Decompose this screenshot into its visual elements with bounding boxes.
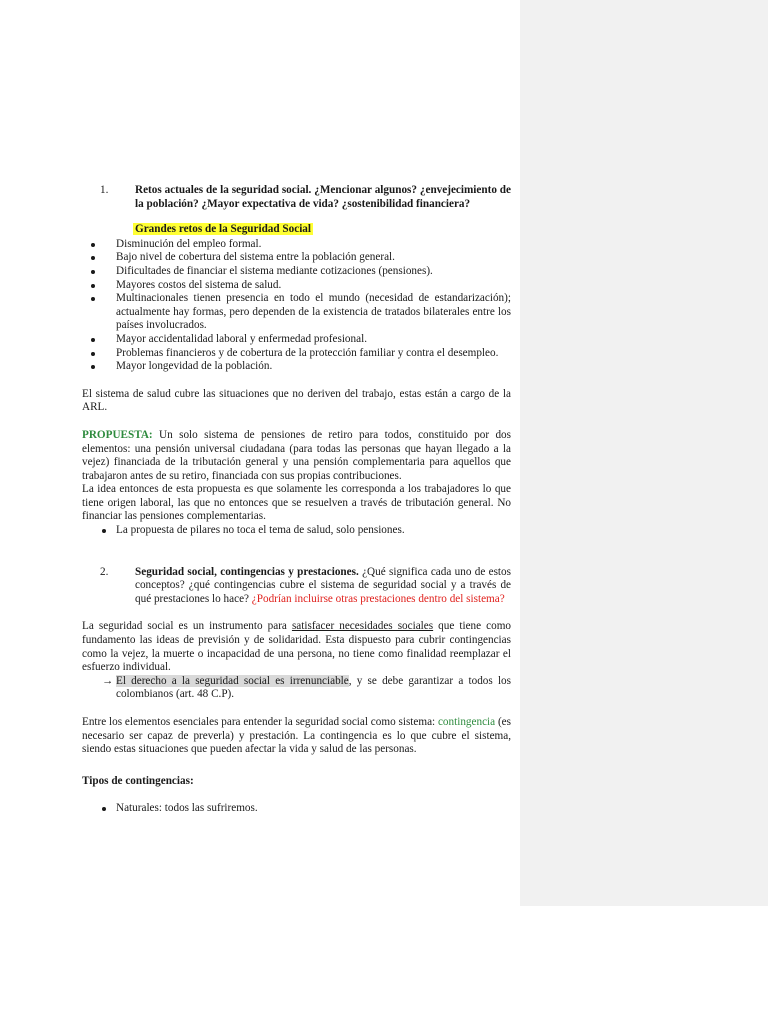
propuesta-text: Un solo sistema de pensiones de retiro para todos, constituido por dos elementos: una pensión universal ciudadana (para todas las personas que hayan llegado a la vejez) financiada de la tributación general y una pensión complementaria para aquellos que trabajaron antes de su retiro, financiada con sus propias contribuciones. [82, 428, 511, 482]
propuesta-list [82, 524, 511, 538]
list-item: Mayor accidentalidad laboral y enfermedad profesional. [82, 333, 511, 347]
question-1 [82, 184, 511, 211]
list-item: Bajo nivel de cobertura del sistema entre la población general. [82, 251, 511, 265]
question-2 [82, 566, 511, 607]
highlighted-heading: Grandes retos de la Seguridad Social [135, 223, 312, 236]
elementos-pre: Entre los elementos esenciales para entender la seguridad social como sistema: [82, 716, 438, 728]
arrow-item [82, 675, 511, 702]
idea-paragraph: La idea entonces de esta propuesta es que solamente les corresponda a los trabajadores lo que tiene origen laboral, las que no entonces que se resuelven a través de tributación general. No financiar las pensiones complementarias. [82, 483, 511, 523]
grandes-retos-heading [133, 223, 511, 237]
retos-list [82, 238, 511, 374]
seguridad-post: que tiene como fundamento las ideas de previsión y de solidaridad. Esta dispuesto para cubrir contingencias como la vejez, la muerte o incapacidad de una persona, no tiene como finalidad reemplazar el esfuerzo individual. [82, 620, 512, 674]
list-item: La propuesta de pilares no toca el tema de salud, solo pensiones. [82, 524, 511, 538]
document-body [82, 184, 511, 816]
highlighted-text: El derecho a la seguridad social es irrenunciable [116, 674, 349, 687]
tipos-heading: Tipos de contingencias: [82, 774, 194, 787]
seguridad-paragraph [82, 620, 511, 674]
list-item: Problemas financieros y de cobertura de la protección familiar y contra el desempleo. [82, 347, 511, 361]
tipos-list [82, 802, 511, 816]
list-item: Multinacionales tienen presencia en todo el mundo (necesidad de estandarización); actualmente hay formas, pero dependen de la existencia de tratados bilaterales entre los países involucrados. [82, 292, 511, 333]
arrow-item-rest: , y se debe garantizar a todos los colombianos (art. 48 C.P). [116, 674, 511, 701]
comment-pane [520, 0, 768, 906]
question-2-text [135, 566, 511, 607]
seguridad-underlined: satisfacer necesidades sociales [291, 620, 434, 633]
seguridad-pre: La seguridad social es un instrumento para [82, 620, 292, 633]
list-item: Mayores costos del sistema de salud. [82, 279, 511, 293]
list-item: Mayor longevidad de la población. [82, 360, 511, 374]
question-1-text: Retos actuales de la seguridad social. ¿Mencionar algunos? ¿envejecimiento de la población? ¿Mayor expectativa de vida? ¿sostenibilidad financiera? [135, 184, 511, 210]
salud-paragraph: El sistema de salud cubre las situaciones que no deriven del trabajo, estas están a cargo de la ARL. [82, 387, 511, 414]
arrow-icon: → [102, 674, 114, 687]
question-2-body: ¿Qué significa cada uno de estos conceptos? ¿qué contingencias cubre el sistema de seguridad social y a través de qué prestaciones lo hace? [135, 565, 511, 605]
contingencia-term: contingencia [437, 716, 496, 728]
list-item: Dificultades de financiar el sistema mediante cotizaciones (pensiones). [82, 265, 511, 279]
list-item: Disminución del empleo formal. [82, 238, 511, 252]
list-number: 2. [100, 565, 109, 578]
question-2-bold: Seguridad social, contingencias y prestaciones. [135, 565, 359, 578]
list-item: Naturales: todos las sufriremos. [82, 802, 511, 816]
elementos-post: (es necesario ser capaz de preverla) y prestación. La contingencia es lo que cubre el sistema, siendo estas situaciones que pueden afectar la vida y salud de las personas. [82, 716, 511, 756]
arrow-item-text [116, 675, 511, 702]
propuesta-label: PROPUESTA: [82, 428, 153, 441]
question-2-red: ¿Podrían incluirse otras prestaciones dentro del sistema? [251, 592, 505, 605]
list-number: 1. [100, 184, 109, 196]
propuesta-paragraph [82, 429, 511, 483]
elementos-paragraph [82, 716, 511, 757]
